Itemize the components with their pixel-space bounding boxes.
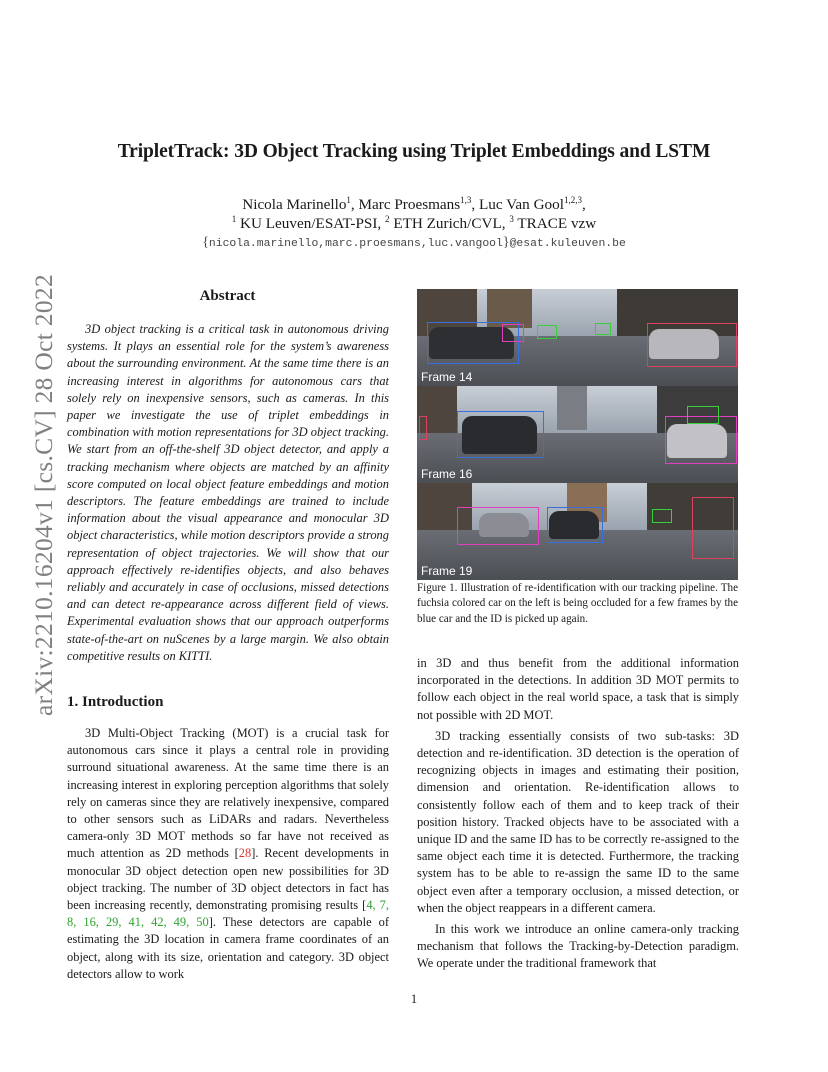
intro-text: ]. Recent developments in monocular 3D object detection open new possibilities for 3D object tracking. The number of 3D object detectors in fact has been increasing recently, demonstrating promising results [ [67,846,389,913]
building [557,386,587,430]
introduction-body [67,725,389,983]
section-heading-introduction: 1. Introduction [67,694,164,710]
author-name: Luc Van Gool [479,196,564,213]
bounding-box [419,416,427,440]
bounding-box [647,323,737,367]
paragraph: In this work we introduce an online camera-only tracking mechanism that follows the Tracking-by-Detection paradigm. We operate under the traditional framework that [417,922,739,971]
bounding-box [537,325,557,339]
paper-title: TripletTrack: 3D Object Tracking using Triplet Embeddings and LSTM [117,141,711,162]
bounding-box [547,507,603,543]
bounding-box [502,324,524,342]
author-name: Marc Proesmans [358,196,461,213]
frame-label: Frame 16 [421,467,473,481]
email-names: nicola.marinello,marc.proesmans,luc.vangool [208,238,503,250]
figure-frame [417,289,738,386]
abstract-heading: Abstract [199,288,256,304]
bounding-box [595,323,611,335]
bounding-box [457,411,544,458]
paragraph: 3D tracking essentially consists of two sub-tasks: 3D detection and re-identification. 3D detection is the operation of recognizing objects in images and estimating their position, dimension and orientation. Re-identification allows to consistently follow each of them and to keep track of their position history. Tracked objects have to be associated with a unique ID and the same ID has to be correctly re-assigned to the same object each time it is detected. Furthermore, the tracking system has to be able to re-assign the same ID to the same object even after a temporary occlusion, a missed detection, or when the object reappears in a different camera. [417,728,739,915]
page-number: 1 [410,992,418,1006]
figure-frame [417,386,738,483]
citation-link[interactable]: 4, 7, 8, 16, 29, 41, 42, 49, 50 [67,898,390,930]
right-column-body [417,655,739,973]
intro-text: ]. These detectors are capable of estimating the 3D location in camera frame coordinates of an object, along with its size, orientation and category. 3D object detectors allow to work [67,915,389,981]
citation-link[interactable]: 28 [238,846,252,861]
affiliation: ETH Zurich/CVL, [393,215,506,232]
paragraph: in 3D and thus benefit from the additional information incorporated in the detections. In addition 3D MOT permits to follow each object in the real world space, a task that is simply not possible with 2D MOT. [417,656,739,722]
author-affiliation-mark: 1 [346,195,351,205]
affiliation-mark: 2 [385,214,390,224]
figure-1 [417,289,738,580]
frame-label: Frame 14 [421,370,473,384]
bounding-box [692,497,734,559]
arxiv-id: arXiv:2210.16204v1 [cs.CV] 28 Oct 2022 [29,273,58,717]
author-affiliation-mark: 1,3 [460,195,472,205]
bounding-box [687,406,719,424]
affiliation-mark: 1 [231,214,237,224]
author-emails: {nicola.marinello,marc.proesmans,luc.vangool}@esat.kuleuven.be [202,235,626,250]
abstract-body [67,321,389,665]
author-affiliation-mark: 1,2,3 [563,195,582,205]
bounding-box [652,509,672,523]
email-domain: @esat.kuleuven.be [509,238,626,250]
affiliation: TRACE vzw [517,215,597,232]
affiliation-mark: 3 [509,214,514,224]
author-names: Nicola Marinello$^1$, Marc Proesmans$^{1,3}$, Luc Van Gool$^{1,2,3}$, [242,195,586,213]
affiliation: KU Leuven/ESAT-PSI, [240,215,382,232]
author-name: Nicola Marinello [242,196,347,213]
abstract-paragraph: 3D object tracking is a critical task in autonomous driving systems. It plays an essential role for the system’s awareness about the surrounding environment. At the same time there is an increasing interest in algorithms for autonomous cars that solely rely on inexpensive sensors, such as cameras. In this paper we investigate the use of triplet embeddings in combination with motion representations for 3D object tracking. We start from an off-the-shelf 3D object detector, and apply a tracking mechanism where objects are matched by an affinity score computed on local object feature embeddings and motion descriptors. The feature embeddings are trained to include information about the visual appearance and monocular 3D object characteristics, while motion descriptors provide a strong representation of object trajectories. We will show that our approach effectively re-identifies objects, and also behaves reliably and accurately in case of occlusions, missed detections and can detect re-appearance across different field of views. Experimental evaluation shows that our approach outperforms state-of-the-art on nuScenes by a large margin. We also obtain competitive results on KITTI. [67,322,389,663]
author-affiliations [0,214,828,233]
figure-frame [417,483,738,580]
bounding-box [457,507,539,545]
author-block [0,195,828,233]
intro-text: 3D Multi-Object Tracking (MOT) is a crucial task for autonomous cars since it plays a central role in providing surround situational awareness. At the same time there is an increasing interest in exploring perception algorithms that solely rely on cameras since they are relatively inexpensive, compared to other sensors such as LiDARs and radars. Nevertheless camera-only 3D MOT methods so far have not received as much attention as 2D methods [ [67,726,389,861]
intro-paragraph [67,725,389,983]
figure-caption: Figure 1. Illustration of re-identification with our tracking pipeline. The fuchsia colored car on the left is being occluded for a few frames by the blue car and the ID is picked up again. [417,582,738,625]
frame-label: Frame 19 [421,564,473,578]
